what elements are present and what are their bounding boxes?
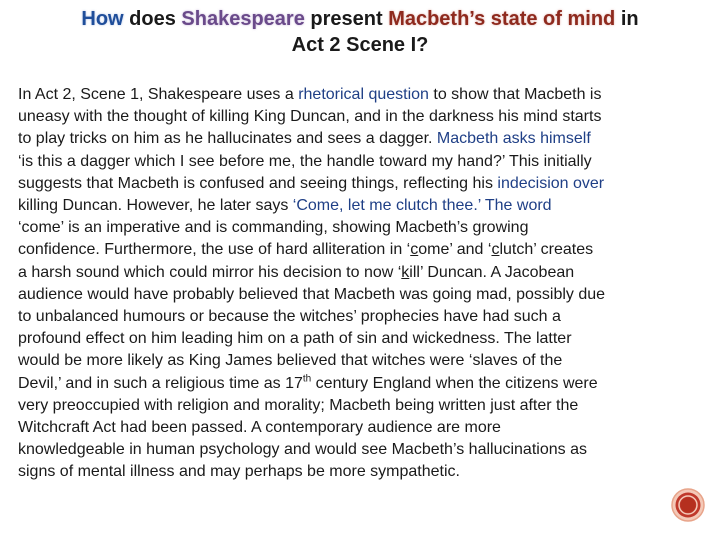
text-run: ill’ Duncan. A Jacobean	[409, 263, 575, 281]
page-title	[20, 6, 700, 58]
title-text: present	[304, 8, 389, 30]
essay-paragraph	[18, 84, 702, 484]
text-run: confidence. Furthermore, the use of hard alliteration in ‘	[18, 241, 411, 259]
paragraph-line	[18, 373, 702, 395]
text-run: suggests that Macbeth is confused and seeing things, reflecting his	[18, 174, 498, 192]
title-text: does	[123, 8, 182, 30]
underlined-letter: c	[410, 241, 419, 259]
text-run: lutch’ creates	[499, 241, 594, 259]
paragraph-line	[18, 195, 702, 217]
paragraph-line: would be more likely as King James believed that witches were ‘slaves of the	[18, 352, 563, 370]
highlight-indecision: indecision over	[497, 174, 605, 192]
text-run: ome’ and ‘	[418, 241, 492, 259]
text-run: century England when the citizens were	[311, 374, 598, 392]
paragraph-line	[18, 84, 702, 106]
highlight-rhetorical-question: rhetorical question	[298, 86, 429, 103]
text-run: In Act 2, Scene 1, Shakespeare uses a	[18, 86, 299, 103]
underlined-letter: k	[401, 263, 410, 281]
paragraph-line: knowledgeable in human psychology and would see Macbeth’s hallucinations as	[18, 441, 587, 459]
paragraph-line	[18, 128, 702, 150]
text-run: Devil,’ and in such a religious time as 17	[18, 374, 303, 392]
paragraph-line: Witchcraft Act had been passed. A contemporary audience are more	[18, 419, 501, 437]
paragraph-line: uneasy with the thought of killing King Duncan, and in the darkness his mind starts	[18, 108, 602, 126]
paragraph-line: ‘come’ is an imperative and is commanding, showing Macbeth’s growing	[18, 219, 529, 237]
text-run: killing Duncan. However, he later says	[18, 197, 293, 215]
circle-button-icon	[671, 488, 705, 522]
slide-nav-button[interactable]	[671, 488, 705, 522]
paragraph-line	[18, 239, 702, 261]
text-run: to show that Macbeth is	[428, 86, 602, 103]
title-word-how: How	[81, 8, 124, 30]
highlight-clutch-quote: ‘Come, let me clutch thee.’ The word	[292, 197, 552, 215]
paragraph-line: to unbalanced humours or because the witches’ prophecies have had such a	[18, 308, 561, 326]
text-run: to play tricks on him as he hallucinates and sees a dagger.	[18, 130, 437, 148]
paragraph-line	[18, 262, 702, 284]
title-line-1	[20, 6, 700, 32]
title-word-shakespeare: Shakespeare	[181, 8, 305, 30]
title-phrase-state-of-mind: Macbeth’s state of mind	[388, 8, 616, 30]
title-line-2: Act 2 Scene I?	[291, 34, 429, 56]
paragraph-line: very preoccupied with religion and morality; Macbeth being written just after the	[18, 396, 579, 414]
underlined-letter: c	[491, 241, 500, 259]
highlight-quote-intro: Macbeth asks himself	[436, 130, 591, 148]
title-text: in	[615, 8, 639, 30]
text-run: a harsh sound which could mirror his decision to now ‘	[18, 263, 402, 281]
paragraph-line: signs of mental illness and may perhaps be more sympathetic.	[18, 463, 460, 481]
paragraph-line: ‘is this a dagger which I see before me, the handle toward my hand?’ This initially	[18, 152, 592, 170]
paragraph-line: audience would have probably believed that Macbeth was going mad, possibly due	[18, 285, 606, 303]
superscript-th: th	[302, 373, 312, 385]
paragraph-line	[18, 173, 702, 195]
paragraph-line: profound effect on him leading him on a path of sin and wickedness. The latter	[18, 330, 572, 348]
